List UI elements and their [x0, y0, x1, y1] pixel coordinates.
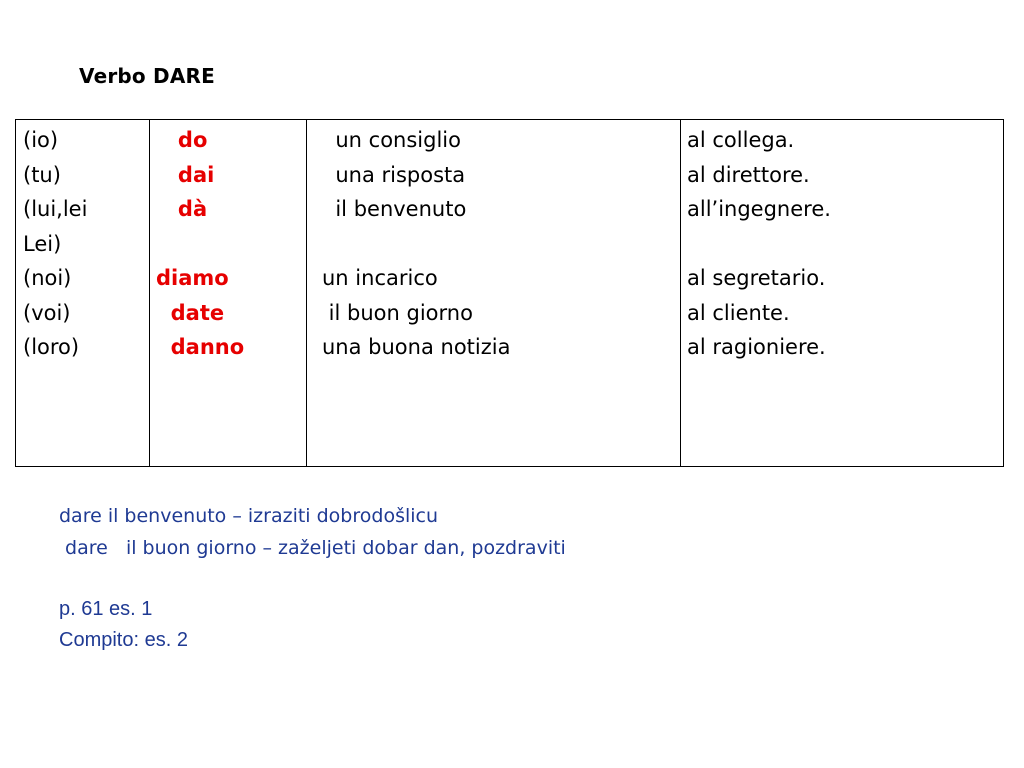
column-divider [149, 120, 150, 466]
object-cell: una risposta [322, 162, 466, 187]
verb-form-cell: diamo [156, 266, 229, 290]
verb-form-cell: danno [156, 335, 245, 359]
object-cell: il buon giorno [322, 300, 473, 325]
verb-form-cell [156, 227, 244, 262]
exercise-reference: p. 61 es. 1 [59, 598, 153, 620]
recipient-cell: al segretario. [687, 266, 826, 290]
object-cell: il benvenuto [322, 197, 467, 221]
verb-form-cell: date [156, 300, 225, 325]
subject-cell: (noi) [23, 266, 72, 290]
subject-cell: (voi) [23, 300, 71, 325]
object-cell [322, 227, 510, 262]
verb-form-cell: do [156, 128, 208, 152]
verb-form-cell: dà [156, 197, 208, 221]
subject-cell: (tu) [23, 162, 61, 187]
recipient-cell: al cliente. [687, 300, 790, 325]
verb-forms-column [156, 123, 244, 365]
objects-column [322, 123, 510, 365]
object-cell: un incarico [322, 266, 438, 290]
column-divider [680, 120, 681, 466]
subject-cell: Lei) [23, 231, 62, 256]
verb-form-cell: dai [156, 162, 215, 187]
recipients-column [687, 123, 831, 365]
object-cell: una buona notizia [322, 335, 511, 359]
recipient-cell [687, 227, 831, 262]
recipient-cell: al direttore. [687, 162, 810, 187]
object-cell: un consiglio [322, 128, 461, 152]
conjugation-table [15, 119, 1004, 467]
page-title: Verbo DARE [79, 64, 215, 88]
subjects-column [23, 123, 87, 365]
subject-cell: (io) [23, 128, 59, 152]
column-divider [306, 120, 307, 466]
vocabulary-note: dare il buon giorno – zaželjeti dobar dan, pozdraviti [59, 537, 566, 559]
subject-cell: (loro) [23, 335, 80, 359]
recipient-cell: al collega. [687, 128, 795, 152]
subject-cell: (lui,lei [23, 197, 88, 221]
vocabulary-note: dare il benvenuto – izraziti dobrodošlicu [59, 505, 439, 527]
recipient-cell: al ragioniere. [687, 335, 826, 359]
recipient-cell: all’ingegnere. [687, 197, 831, 221]
homework-note: Compito: es. 2 [59, 629, 188, 651]
